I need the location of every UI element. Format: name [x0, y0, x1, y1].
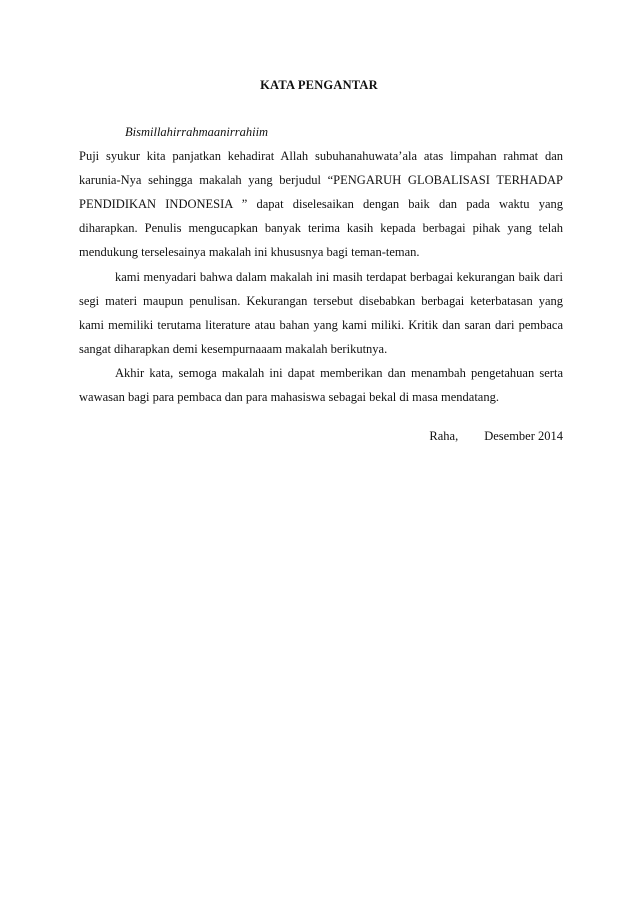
paragraph-1: Puji syukur kita panjatkan kehadirat Allah subuhanahuwata’ala atas limpahan rahmat dan karunia-Nya sehingga makalah yang berjudul “PENGARUH GLOBALISASI TERHADAP PENDIDIKAN INDONESIA ” dapat diselesaikan dengan baik dan pada waktu yang diharapkan. Penulis mengucapkan banyak terima kasih kepada berbagai pihak yang telah mendukung terselesainya makalah ini khususnya bagi teman-teman. — [79, 149, 563, 260]
paragraph-2: kami menyadari bahwa dalam makalah ini masih terdapat berbagai kekurangan baik dari segi materi maupun penulisan. Kekurangan tersebut disebabkan berbagai keterbatasan yang kami memiliki terutama literature atau bahan yang kami miliki. Kritik dan saran dari pembaca sangat diharapkan demi kesempurnaaam makalah berikutnya. — [79, 269, 563, 356]
document-body — [79, 120, 563, 409]
signature-date: Desember 2014 — [484, 429, 563, 443]
signature-line — [0, 429, 563, 444]
salutation: Bismillahirrahmaanirrahiim — [125, 125, 269, 139]
signature-city: Raha, — [429, 429, 459, 443]
page-title: KATA PENGANTAR — [260, 78, 378, 92]
paragraph-3: Akhir kata, semoga makalah ini dapat memberikan dan menambah pengetahuan serta wawasan bagi para pembaca dan para mahasiswa sebagai bekal di masa mendatang. — [79, 365, 563, 405]
